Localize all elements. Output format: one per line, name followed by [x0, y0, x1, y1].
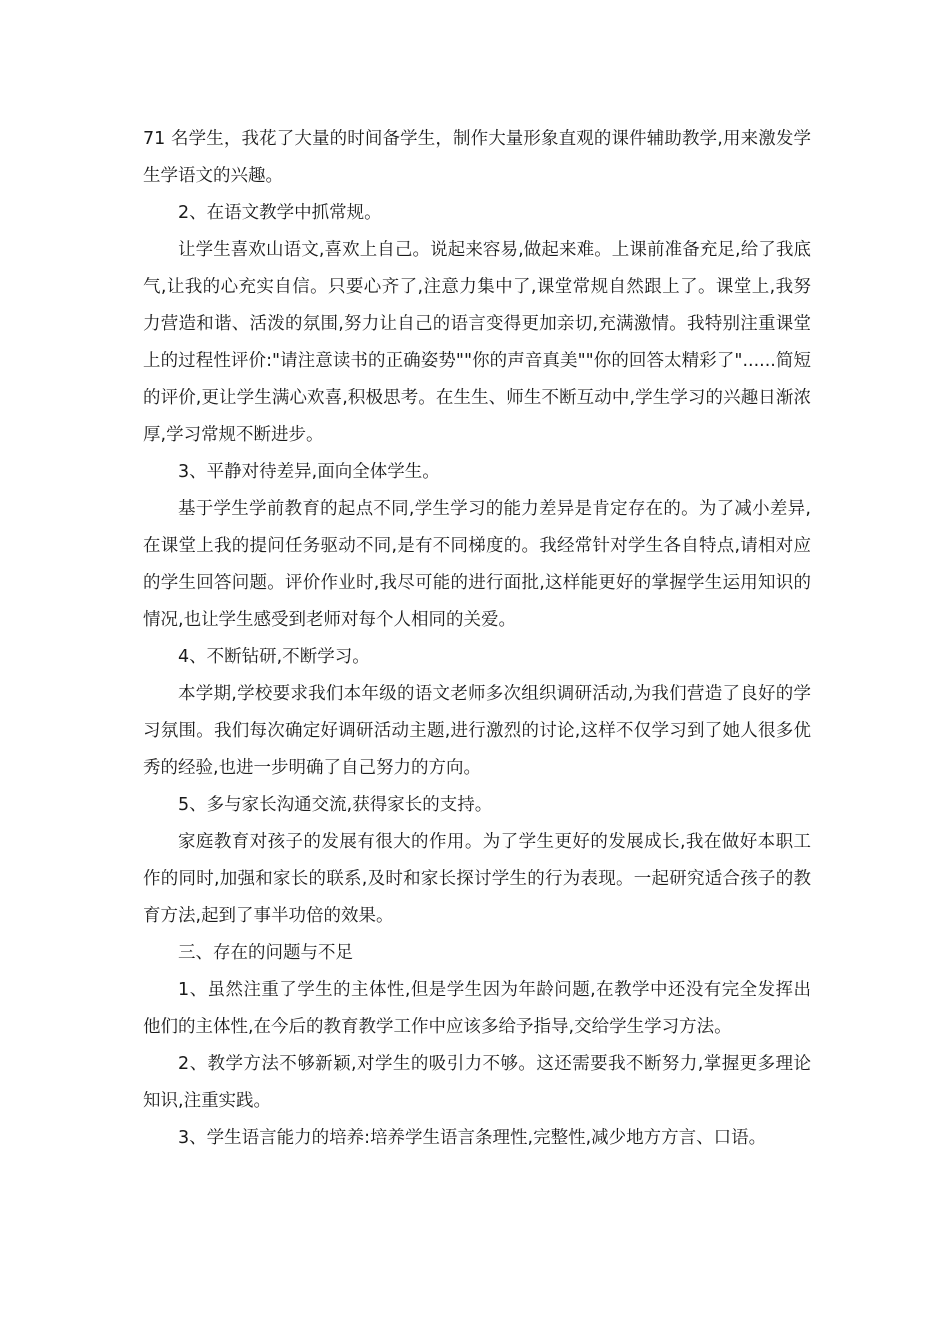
paragraph-routine: 让学生喜欢山语文,喜欢上自己。说起来容易,做起来难。上课前准备充足,给了我底气,让我的心充实自信。只要心齐了,注意力集中了,课堂常规自然跟上了。课堂上,我努力营造和谐、活泼的氛围,努力让自己的语言变得更加亲切,充满激情。我特别注重课堂上的过程性评价:"请注意读书的正确姿势""你的声音真美""你的回答太精彩了"......简短的评价,更让学生满心欢喜,积极思考。在生生、师生不断互动中,学生学习的兴趣日渐浓厚,学习常规不断进步。 — [143, 240, 811, 445]
heading-item-4: 4、不断钻研,不断学习。 — [178, 647, 370, 667]
paragraph-differences: 基于学生学前教育的起点不同,学生学习的能力差异是肯定存在的。为了减小差异,在课堂上我的提问任务驱动不同,是有不同梯度的。我经常针对学生各自特点,请相对应的学生回答问题。评价作业时,我尽可能的进行面批,这样能更好的掌握学生运用知识的情况,也让学生感受到老师对每个人相同的关爱。 — [143, 499, 811, 630]
heading-item-2: 2、在语文教学中抓常规。 — [178, 203, 382, 223]
heading-item-5: 5、多与家长沟通交流,获得家长的支持。 — [178, 795, 493, 815]
paragraph-research: 本学期,学校要求我们本年级的语文老师多次组织调研活动,为我们营造了良好的学习氛围。我们每次确定好调研活动主题,进行激烈的讨论,这样不仅学习到了她人很多优秀的经验,也进一步明确了自己努力的方向。 — [143, 684, 811, 778]
problem-item-3: 3、学生语言能力的培养:培养学生语言条理性,完整性,减少地方方言、口语。 — [178, 1128, 767, 1148]
document-body — [143, 121, 811, 1157]
paragraph-parents: 家庭教育对孩子的发展有很大的作用。为了学生更好的发展成长,我在做好本职工作的同时,加强和家长的联系,及时和家长探讨学生的行为表现。一起研究适合孩子的教育方法,起到了事半功倍的效果。 — [143, 832, 811, 926]
section-heading-problems: 三、存在的问题与不足 — [178, 943, 353, 963]
paragraph-continuation: 71 名学生，我花了大量的时间备学生，制作大量形象直观的课件辅助教学,用来激发学生学语文的兴趣。 — [143, 129, 811, 186]
heading-item-3: 3、平静对待差异,面向全体学生。 — [178, 462, 440, 482]
problem-item-1: 1、虽然注重了学生的主体性,但是学生因为年龄问题,在教学中还没有完全发挥出他们的主体性,在今后的教育教学工作中应该多给予指导,交给学生学习方法。 — [143, 980, 811, 1037]
problem-item-2: 2、教学方法不够新颖,对学生的吸引力不够。这还需要我不断努力,掌握更多理论知识,注重实践。 — [143, 1054, 811, 1111]
